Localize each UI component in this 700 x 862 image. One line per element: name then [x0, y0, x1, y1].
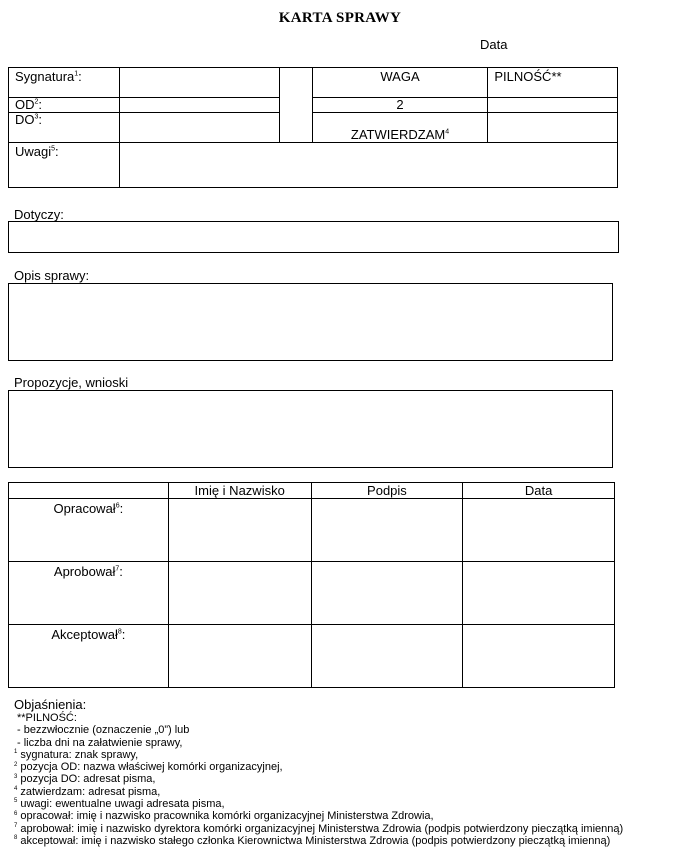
note-line: $^1$ sygnatura: znak sprawy,: [14, 748, 139, 761]
aprobowal-sup: 7: [115, 565, 120, 573]
uwagi-value-field[interactable]: [119, 143, 617, 188]
opracowal-name-field[interactable]: [168, 499, 311, 562]
sygnatura-label: Sygnatura: [15, 69, 75, 84]
aprobowal-cell: Aprobował$^7$:: [9, 562, 169, 625]
dotyczy-label: Dotyczy:: [14, 207, 64, 222]
waga-label-cell: [312, 68, 488, 98]
zatwierdzam-sup: 4: [445, 128, 450, 136]
note-line: $^8$ akceptował: imię i nazwisko stałego członka Kierownictwa Ministerstwa Zdrowia (podpis potwierdzony pieczątką imienną): [14, 834, 611, 847]
od-sup: 2: [34, 98, 39, 106]
zatwierdzam-cell[interactable]: [312, 113, 488, 143]
uwagi-sup: 5: [51, 145, 56, 153]
uwagi-cell: Uwagi$^5$:: [9, 143, 120, 188]
od-label: OD: [15, 97, 35, 112]
document-title: KARTA SPRAWY: [278, 10, 402, 26]
aprobowal-label: Aprobował: [53, 564, 116, 579]
pilnosc-value-field[interactable]: [488, 98, 618, 113]
akceptowal-date-field[interactable]: [463, 625, 615, 688]
opracowal-label: Opracował: [53, 501, 116, 516]
note-line: $^4$ zatwierdzam: adresat pisma,: [14, 785, 161, 798]
aprobowal-date-field[interactable]: [463, 562, 615, 625]
pilnosc-label-cell: [488, 68, 618, 98]
akceptowal-signature-field[interactable]: [311, 625, 463, 688]
opracowal-sup: 6: [115, 502, 120, 510]
note-line: $^7$ aprobował: imię i nazwisko dyrektora komórki organizacyjnej Ministerstwa Zdrowia (podpis potwierdzony pieczątką imienną): [14, 822, 624, 835]
akceptowal-sup: 8: [117, 628, 122, 636]
dotyczy-field[interactable]: [8, 221, 619, 253]
sig-header-empty: [9, 483, 169, 499]
opracowal-date-field[interactable]: [463, 499, 615, 562]
od-value-field[interactable]: [119, 98, 279, 113]
aprobowal-signature-field[interactable]: [311, 562, 463, 625]
opracowal-signature-field[interactable]: [311, 499, 463, 562]
explanations-heading: Objaśnienia:: [14, 697, 87, 712]
zatwierdzam-label: ZATWIERDZAM: [350, 127, 446, 142]
waga-label: WAGA: [380, 69, 420, 84]
sygnatura-sup: 1: [74, 70, 79, 78]
akceptowal-label: Akceptował: [51, 627, 118, 642]
opracowal-cell: Opracował$^6$:: [9, 499, 169, 562]
do-value-field[interactable]: [119, 113, 279, 143]
note-line: $^5$ uwagi: ewentualne uwagi adresata pisma,: [14, 798, 225, 811]
propozycje-field[interactable]: [8, 390, 613, 468]
column-header-name: Imię i Nazwisko: [168, 483, 311, 499]
spacer-cell: [279, 68, 312, 143]
propozycje-label: Propozycje, wnioski: [14, 375, 129, 390]
note-line: $^3$ pozycja DO: adresat pisma,: [14, 773, 156, 786]
explanations-section: [14, 697, 674, 847]
do-label: DO: [15, 112, 35, 127]
do-cell: $DO^3$:: [9, 113, 120, 143]
note-line: $^2$ pozycja OD: nazwa właściwej komórki organizacyjnej,: [14, 761, 283, 774]
table-row: [9, 499, 615, 562]
akceptowal-name-field[interactable]: [168, 625, 311, 688]
header-table: [8, 67, 618, 188]
pilnosc-label: PILNOŚĆ**: [494, 69, 562, 84]
do-sup: 3: [34, 113, 39, 121]
pilnosc-extra-field[interactable]: [488, 113, 618, 143]
waga-value: 2: [396, 97, 404, 112]
signature-table: [8, 482, 615, 688]
table-row: [9, 625, 615, 688]
aprobowal-name-field[interactable]: [168, 562, 311, 625]
waga-value-cell: [312, 98, 488, 113]
note-line: $^6$ opracował: imię i nazwisko pracownika komórki organizacyjnej Ministerstwa Zdrowia,: [14, 810, 434, 823]
note-line: **PILNOŚĆ:: [17, 712, 77, 724]
sygnatura-cell: Sygnatura$^1$:: [9, 68, 120, 98]
column-header-data: Data: [463, 483, 615, 499]
opis-sprawy-field[interactable]: [8, 283, 613, 361]
akceptowal-cell: Akceptował$^8$:: [9, 625, 169, 688]
note-line: - bezzwłocznie (oznaczenie „0”) lub: [17, 724, 190, 737]
opis-sprawy-label: Opis sprawy:: [14, 268, 90, 283]
column-header-podpis: Podpis: [311, 483, 463, 499]
uwagi-label: Uwagi: [15, 144, 52, 159]
note-line: - liczba dni na załatwienie sprawy,: [17, 736, 183, 749]
od-cell: $OD^2$:: [9, 98, 120, 113]
date-label: Data: [480, 37, 508, 52]
sygnatura-value-field[interactable]: [119, 68, 279, 98]
table-row: [9, 562, 615, 625]
